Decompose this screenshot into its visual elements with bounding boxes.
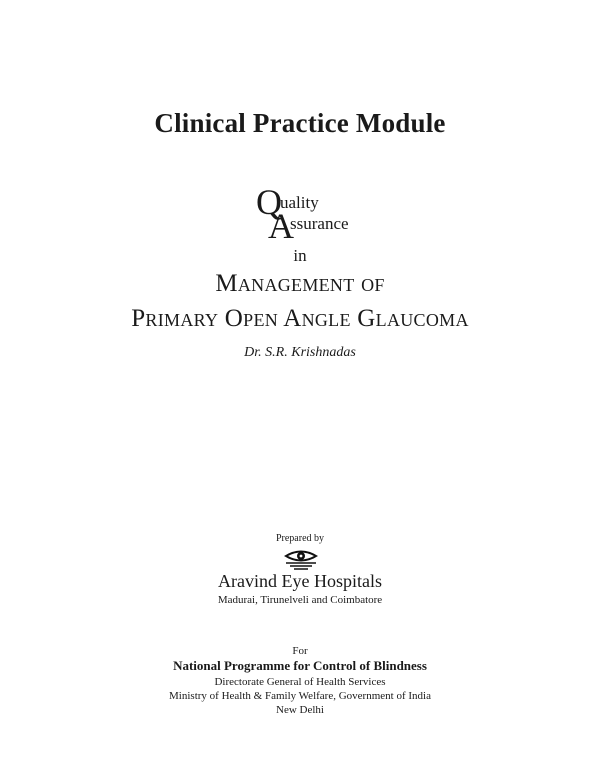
prepared-by-label: Prepared by: [275, 533, 325, 544]
document-title: Clinical Practice Module: [154, 108, 446, 138]
author-name: Dr. S.R. Krishnadas: [244, 345, 356, 360]
organization-locations: Madurai, Tirunelveli and Coimbatore: [217, 594, 383, 606]
assurance-word-rest: ssurance: [290, 214, 349, 233]
q-letter: Q: [256, 182, 282, 222]
quality-word-rest: uality: [280, 193, 319, 212]
for-label: For: [292, 645, 308, 657]
directorate-line: Directorate General of Health Services: [214, 676, 386, 688]
eye-logo-icon: [283, 548, 319, 570]
heading-line-2: Primary Open Angle Glaucoma: [131, 305, 469, 332]
connector-in: in: [293, 246, 307, 265]
quality-assurance-monogram: [256, 184, 396, 244]
organization-name: Aravind Eye Hospitals: [218, 571, 382, 591]
a-letter: A: [268, 206, 294, 246]
city-line: New Delhi: [276, 704, 324, 716]
heading-line-1: Management of: [215, 270, 385, 297]
ministry-line: Ministry of Health & Family Welfare, Government of India: [169, 690, 431, 702]
programme-name: National Programme for Control of Blindness: [173, 658, 427, 673]
